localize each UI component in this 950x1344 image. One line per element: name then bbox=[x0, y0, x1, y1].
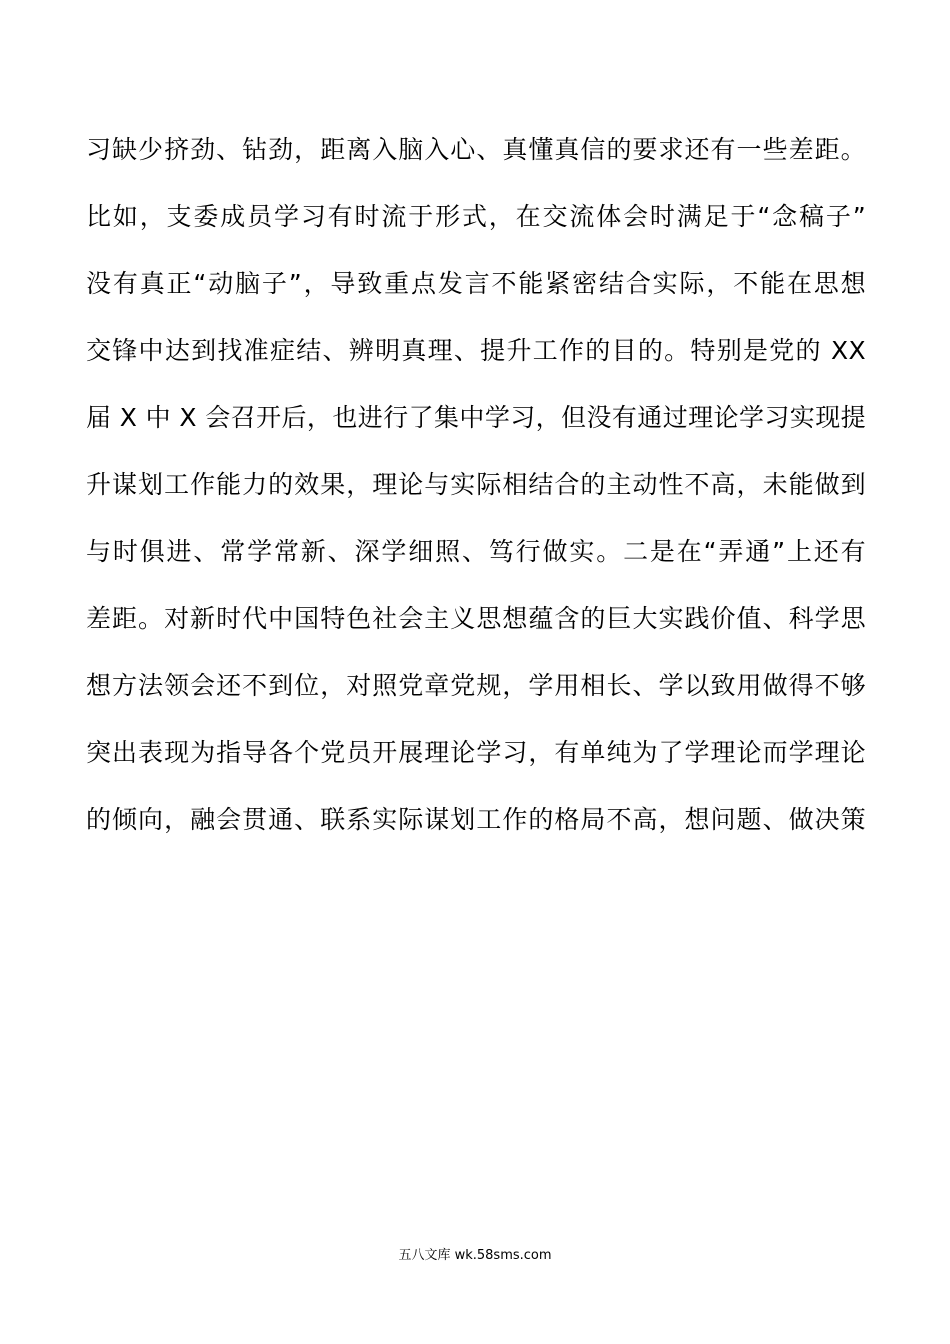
text-line: 与时俱进、常学常新、深学细照、笃行做实。二是在“弄通”上还有 bbox=[86, 537, 866, 566]
text-line: 交锋中达到找准症结、辨明真理、提升工作的目的。特别是党的 XX bbox=[86, 336, 866, 365]
text-line: 升谋划工作能力的效果，理论与实际相结合的主动性不高，未能做到 bbox=[86, 470, 866, 499]
text-line: 没有真正“动脑子”，导致重点发言不能紧密结合实际，不能在思想 bbox=[86, 269, 866, 298]
text-line: 届 X 中 X 会召开后，也进行了集中学习，但没有通过理论学习实现提 bbox=[86, 403, 866, 432]
text-line: 比如，支委成员学习有时流于形式，在交流体会时满足于“念稿子” bbox=[86, 202, 866, 231]
footer-watermark: 五八文库 wk.58sms.com bbox=[398, 1248, 552, 1263]
text-line: 的倾向，融会贯通、联系实际谋划工作的格局不高，想问题、做决策 bbox=[86, 805, 866, 834]
text-line: 习缺少挤劲、钻劲，距离入脑入心、真懂真信的要求还有一些差距。 bbox=[86, 135, 866, 164]
text-line: 差距。对新时代中国特色社会主义思想蕴含的巨大实践价值、科学思 bbox=[86, 604, 866, 633]
text-line: 想方法领会还不到位，对照党章党规，学用相长、学以致用做得不够 bbox=[86, 671, 866, 700]
text-line: 突出表现为指导各个党员开展理论学习，有单纯为了学理论而学理论 bbox=[86, 738, 866, 767]
body-text bbox=[86, 126, 866, 863]
